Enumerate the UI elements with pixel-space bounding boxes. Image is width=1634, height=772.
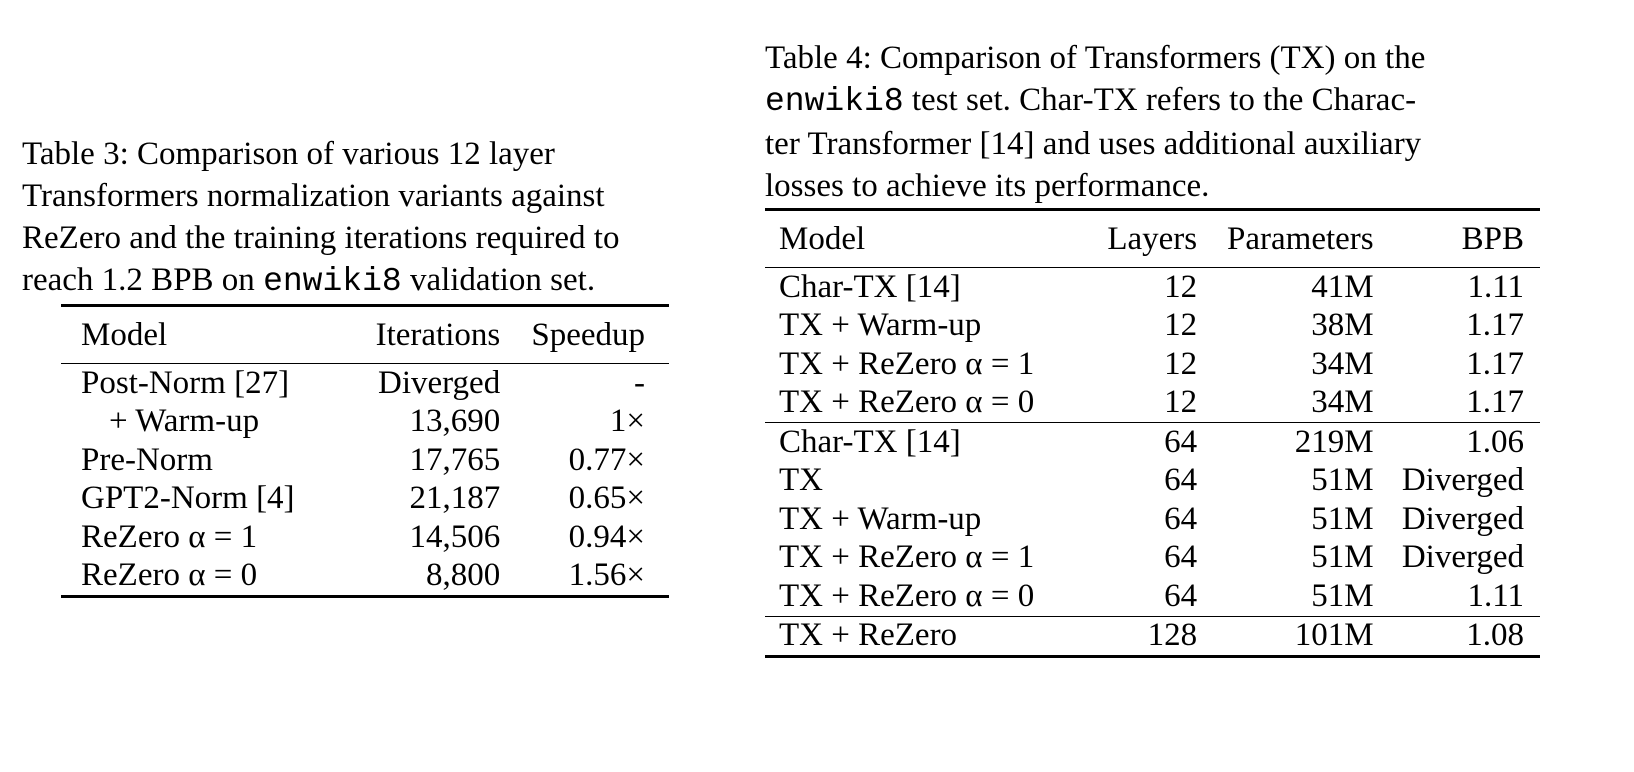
cell-layers: 64 [1164,539,1198,576]
cell-model: TX + Warm-up [779,307,982,344]
cell-bpb: 1.11 [1467,577,1524,614]
dataset-name: enwiki8 [263,263,402,300]
cell-bpb: Diverged [1401,500,1524,537]
table4-group-64-layers [765,423,1540,617]
table-header-row [61,306,669,364]
cell-model: TX + Warm-up [779,500,982,537]
cell-model: Pre-Norm [81,441,213,478]
cell-iterations: 14,506 [409,518,501,555]
cell-model: Char-TX [14] [779,423,961,460]
header-iterations: Iterations [375,316,501,353]
cell-bpb: 1.11 [1467,268,1524,305]
cell-bpb: Diverged [1401,462,1524,499]
cell-model: TX [779,462,823,499]
header-layers: Layers [1107,220,1198,257]
cell-layers: 64 [1164,423,1198,460]
table4-group-12-layers [765,268,1540,423]
caption-text: test set. Char-TX refers to the Charac- [903,82,1417,118]
table-row [765,500,1540,539]
table4-caption [765,37,1540,207]
cell-model: GPT2-Norm [4] [81,480,295,517]
table4 [765,208,1540,658]
cell-bpb: 1.08 [1466,617,1524,654]
table4-caption-line [765,79,1540,123]
cell-model: TX + ReZero [779,617,958,654]
table3-caption-line: Table 3: Comparison of various 12 layer [22,136,555,172]
table-row [61,518,669,557]
table-row [765,462,1540,501]
cell-speedup: 0.77× [568,441,645,478]
caption-text: validation set. [401,262,596,298]
cell-layers: 12 [1164,384,1198,421]
cell-speedup: 0.94× [568,518,645,555]
table4-caption-line: Table 4: Comparison of Transformers (TX) on the [765,40,1426,76]
cell-parameters: 51M [1311,577,1374,614]
cell-speedup: 0.65× [568,480,645,517]
cell-parameters: 34M [1311,384,1374,421]
table-row-best [61,557,669,597]
cell-model: TX + ReZero α = 0 [779,577,1035,614]
cell-model: Post-Norm [27] [81,364,290,401]
cell-iterations: 8,800 [425,557,501,594]
cell-speedup: 1× [609,403,645,440]
cell-iterations: 17,765 [409,441,501,478]
table-row [765,616,1540,657]
table3-caption-line [22,259,708,303]
cell-layers: 12 [1164,268,1198,305]
cell-layers: 128 [1147,617,1198,654]
table-row [765,307,1540,346]
cell-model: TX + ReZero α = 1 [779,539,1035,576]
table-row [61,480,669,519]
cell-layers: 12 [1164,307,1198,344]
table3-caption [22,133,708,303]
cell-layers: 64 [1164,500,1198,537]
table-row [61,364,669,403]
cell-iterations: 13,690 [409,403,501,440]
table-row [765,539,1540,578]
cell-bpb: Diverged [1401,539,1524,576]
header-speedup: Speedup [531,316,645,353]
cell-parameters: 51M [1311,500,1374,537]
cell-parameters: 51M [1311,539,1374,576]
table-row [61,403,669,442]
header-parameters: Parameters [1227,220,1374,257]
table3 [61,304,669,598]
cell-parameters: 38M [1311,307,1374,344]
cell-model: TX + ReZero α = 0 [779,384,1035,421]
cell-parameters: 101M [1294,617,1374,654]
table-header-row [765,210,1540,268]
cell-model: Char-TX [14] [779,268,961,305]
cell-bpb: 1.17 [1466,345,1524,382]
header-model: Model [779,220,866,257]
table-row [765,577,1540,616]
table-row [61,441,669,480]
cell-parameters: 219M [1294,423,1374,460]
cell-speedup: - [634,364,645,401]
cell-layers: 64 [1164,462,1198,499]
table4-group-128-layers [765,616,1540,657]
cell-layers: 64 [1164,577,1198,614]
cell-model: ReZero α = 1 [81,518,258,555]
table-row [765,384,1540,423]
cell-model: + Warm-up [109,403,260,440]
cell-model: TX + ReZero α = 1 [779,345,1035,382]
cell-speedup: 1.56× [568,557,645,594]
cell-parameters: 41M [1311,268,1374,305]
table4-caption-line: ter Transformer [14] and uses additional auxiliary [765,126,1422,162]
cell-iterations: 21,187 [409,480,501,517]
cell-parameters: 51M [1311,462,1374,499]
cell-bpb: 1.17 [1466,307,1524,344]
table4-caption-line: losses to achieve its performance. [765,168,1210,204]
cell-layers: 12 [1164,345,1198,382]
cell-iterations: Diverged [378,364,501,401]
table-row [765,423,1540,462]
cell-model: ReZero α = 0 [81,557,258,594]
table3-caption-line: Transformers normalization variants against [22,178,605,214]
table-row [765,345,1540,384]
header-bpb: BPB [1461,220,1524,257]
table-row [765,268,1540,307]
header-model: Model [81,316,168,353]
caption-text: reach 1.2 BPB on [22,262,264,298]
cell-bpb: 1.17 [1466,384,1524,421]
dataset-name: enwiki8 [765,83,904,120]
cell-bpb: 1.06 [1466,423,1524,460]
cell-parameters: 34M [1311,345,1374,382]
table3-caption-line: ReZero and the training iterations required to [22,220,620,256]
